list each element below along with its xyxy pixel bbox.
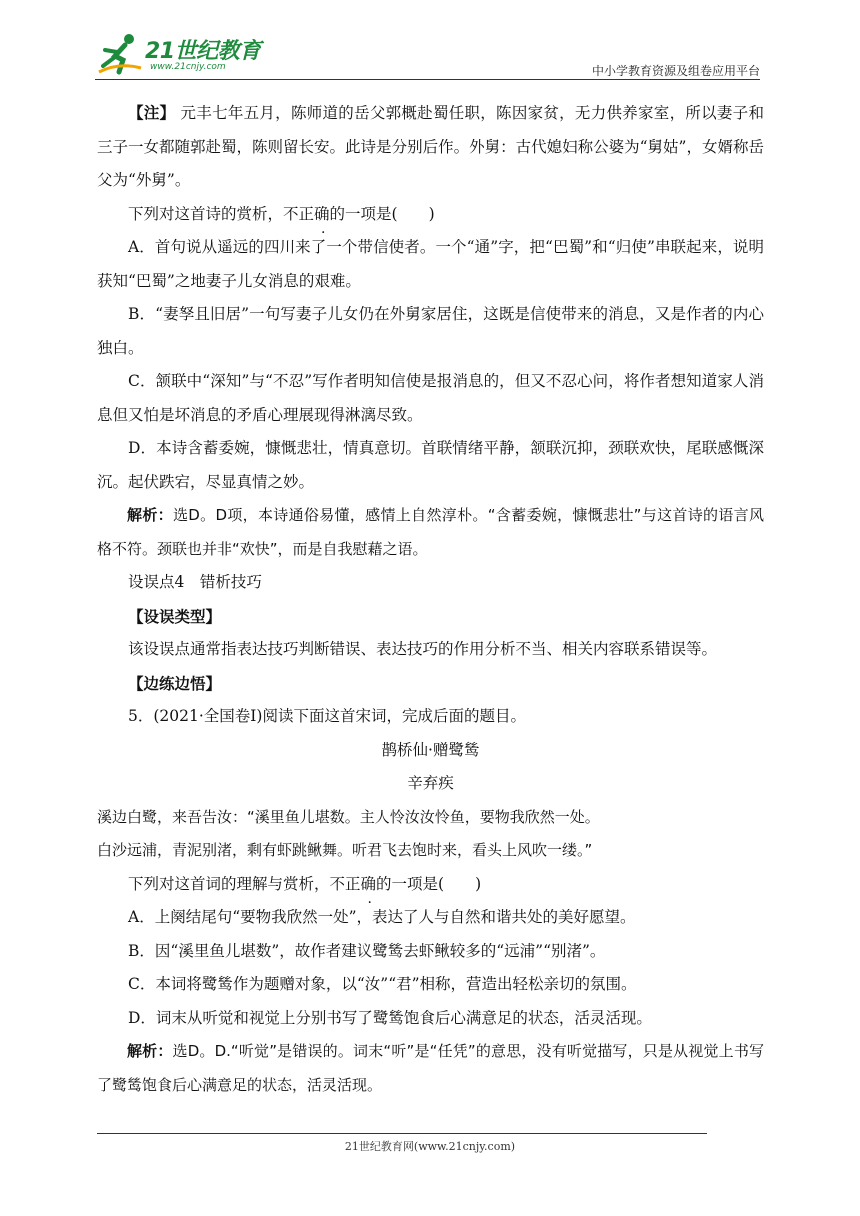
- error-type-heading: 【设误类型】: [128, 606, 222, 626]
- analysis-text: 选D。D项，本诗通俗易懂，感情上自然淳朴。“含蓄委婉，慷慨悲壮”与这首诗的语言风格不符。颈联也并非“欢快”，而是自我慰藉之语。: [97, 506, 764, 558]
- footer-divider: [97, 1133, 707, 1134]
- stem-part: 下列对这首词的理解与赏析，: [128, 874, 330, 893]
- analysis-paragraph: [97, 499, 764, 566]
- stem-part: 下列对这首诗的赏析，: [128, 204, 284, 223]
- poem-line: 溪边白鹭，来吾告汝：“溪里鱼儿堪数。主人怜汝汝怜鱼，要物我欣然一处。: [97, 807, 600, 826]
- analysis-label: 解析：: [127, 506, 173, 524]
- analysis-label: 解析：: [127, 1042, 173, 1060]
- page-footer: 21世纪教育网(www.21cnjy.com): [344, 1140, 516, 1153]
- logo: [95, 32, 265, 78]
- poem-title: 鹊桥仙·赠鹭鸶: [381, 740, 480, 759]
- emphasis-char: 不 ·: [330, 875, 346, 893]
- note-paragraph: [97, 96, 764, 198]
- option-b: B．“妻孥且旧居”一句写妻子儿女仍在外舅家居住，这既是信使带来的消息，又是作者的内心独白。: [97, 305, 764, 357]
- option-b: B．因“溪里鱼儿堪数”，故作者建议鹭鸶去虾鳅较多的“远浦”“别渚”。: [128, 941, 606, 960]
- poem-author: 辛弃疾: [407, 774, 454, 792]
- option-c: C．本词将鹭鸶作为题赠对象，以“汝”“君”相称，营造出轻松亲切的氛围。: [128, 975, 637, 993]
- emphasis-char: 不 ·: [283, 205, 299, 223]
- runner-logo-icon: [95, 32, 143, 76]
- option-a: A．上阕结尾句“要物我欣然一处”，表达了人与自然和谐共处的美好愿望。: [128, 908, 636, 926]
- question-stem: [97, 198, 764, 232]
- option-c: C．颔联中“深知”与“不忍”写作者明知信使是报消息的，但又不忍心问，将作者想知道家人消息但又怕是坏消息的矛盾心理展现得淋漓尽致。: [97, 372, 764, 424]
- practice-heading: 【边练边悟】: [128, 673, 222, 693]
- error-type-text: 该设误点通常指表达技巧判断错误、表达技巧的作用分析不当、相关内容联系错误等。: [128, 640, 718, 658]
- platform-name: 中小学教育资源及组卷应用平台: [591, 64, 760, 78]
- header-divider: [95, 79, 760, 80]
- stem-part: 正确的一项是( ): [298, 204, 435, 223]
- logo-url: www.21cnjy.com: [150, 62, 226, 72]
- option-a: A．首句说从遥远的四川来了一个带信使者。一个“通”字，把“巴蜀”和“归使”串联起来，说明获知“巴蜀”之地妻子儿女消息的艰难。: [97, 238, 764, 290]
- option-d: D．词末从听觉和视觉上分别书写了鹭鸶饱食后心满意足的状态，活灵活现。: [128, 1008, 652, 1027]
- stem-part: 正确的一项是( ): [345, 874, 482, 893]
- analysis-text: 选D。D.“听觉”是错误的。词末“听”是“任凭”的意思，没有听觉描写，只是从视觉上书写了鹭鸶饱食后心满意足的状态，活灵活现。: [97, 1042, 764, 1094]
- analysis-paragraph: [97, 1035, 764, 1102]
- option-d: D．本诗含蓄委婉，慷慨悲壮，情真意切。首联情绪平静，颔联沉抑，颈联欢快，尾联感慨深沉。起伏跌宕，尽显真情之妙。: [97, 439, 764, 491]
- question-stem: [97, 868, 764, 902]
- note-label: 【注】: [128, 103, 176, 122]
- section-title: 设误点4 错析技巧: [128, 573, 262, 591]
- page-header: [95, 32, 760, 82]
- question5-intro: 5．(2021·全国卷Ⅰ)阅读下面这首宋词，完成后面的题目。: [128, 707, 526, 725]
- logo-text: 21世纪教育: [145, 39, 261, 64]
- note-text: 元丰七年五月，陈师道的岳父郭概赴蜀任职，陈因家贫，无力供养家室，所以妻子和三子一女都随郭赴蜀，陈则留长安。此诗是分别后作。外舅：古代媳妇称公婆为“舅姑”，女婿称岳父为“外舅”。: [97, 104, 764, 189]
- document-body: [97, 96, 764, 1102]
- poem-line: 白沙远浦，青泥别渚，剩有虾跳鳅舞。听君飞去饱时来，看头上风吹一缕。”: [97, 841, 593, 859]
